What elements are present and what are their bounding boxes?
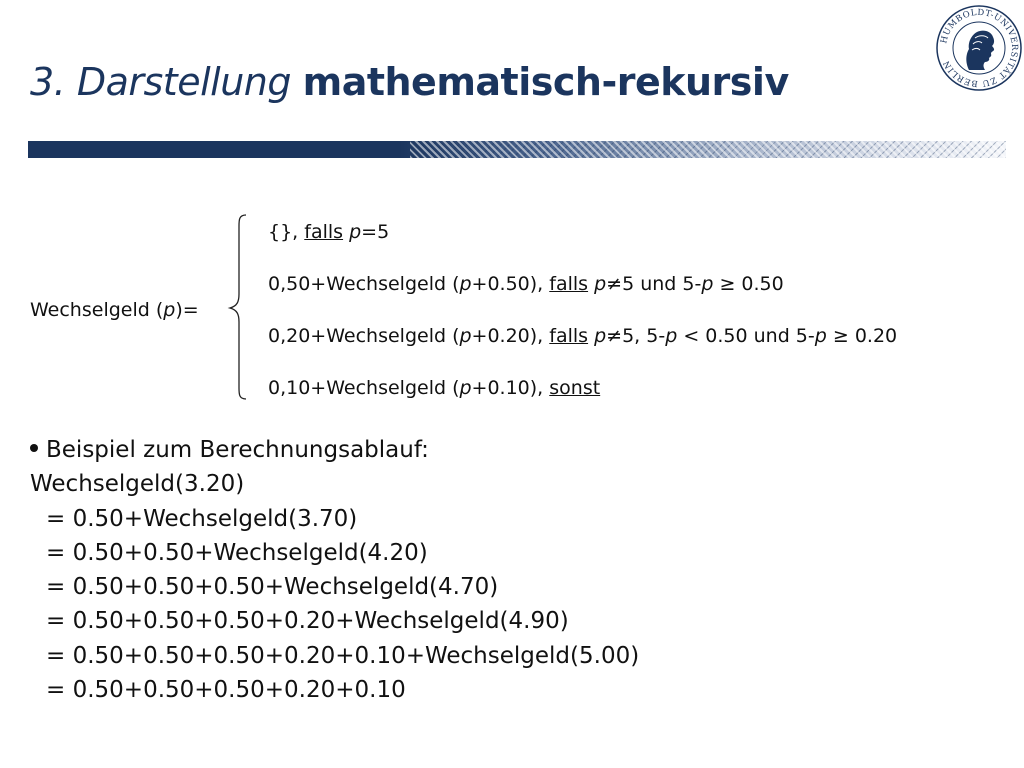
lhs-equals: )= [175, 299, 199, 321]
seal-text: HUMBOLDT-UNIVERSITÄT ZU BERLIN [939, 7, 1020, 89]
case-text: 0,20+Wechselgeld ( [268, 325, 460, 347]
case-text: < 0.50 und 5- [677, 325, 815, 347]
example-start: Wechselgeld(3.20) [30, 471, 245, 498]
case-variable: p [594, 273, 607, 295]
title-bold: mathematisch-rekursiv [302, 60, 789, 104]
lhs-parameter: p [163, 299, 176, 321]
case-variable: p [459, 325, 472, 347]
case-3 [268, 325, 897, 347]
left-brace [226, 212, 250, 402]
case-text: 0,50+Wechselgeld ( [268, 273, 460, 295]
bullet-icon [30, 444, 38, 452]
case-text: +0.20), [471, 325, 550, 347]
case-text: +0.50), [471, 273, 550, 295]
definition-lhs [30, 299, 199, 321]
slide-title [30, 60, 789, 104]
case-variable: p [814, 325, 827, 347]
example-block [30, 433, 639, 707]
case-variable: p [701, 273, 714, 295]
case-text: 0,10+Wechselgeld ( [268, 377, 460, 399]
case-text: =5 [361, 221, 390, 243]
example-step: = 0.50+0.50+0.50+0.20+Wechselgeld(4.90) [46, 608, 569, 635]
case-text: +0.10), [471, 377, 550, 399]
title-divider-texture [410, 141, 1006, 158]
case-condition-keyword: falls [549, 325, 589, 347]
example-step: = 0.50+0.50+0.50+0.20+0.10 [46, 677, 406, 704]
example-heading-text: Beispiel zum Berechnungsablauf: [46, 437, 429, 463]
case-2 [268, 273, 784, 295]
case-condition-keyword: falls [304, 221, 344, 243]
case-variable: p [594, 325, 607, 347]
case-variable: p [459, 273, 472, 295]
example-step: = 0.50+0.50+0.50+0.20+0.10+Wechselgeld(5.00) [46, 642, 640, 669]
case-1 [268, 221, 389, 243]
case-text: ≥ 0.50 [713, 273, 784, 295]
case-text: ≠5 und 5- [606, 273, 702, 295]
example-step: = 0.50+Wechselgeld(3.70) [46, 505, 358, 532]
case-text: ≠5, 5- [606, 325, 666, 347]
title-italic: 3. Darstellung [30, 60, 291, 104]
case-text: ≥ 0.20 [826, 325, 898, 347]
case-variable: p [459, 377, 472, 399]
example-step: = 0.50+0.50+0.50+Wechselgeld(4.70) [46, 574, 499, 601]
lhs-function-name: Wechselgeld ( [30, 299, 164, 321]
example-heading [30, 433, 639, 467]
case-variable: p [349, 221, 362, 243]
case-condition-keyword: falls [549, 273, 589, 295]
case-4 [268, 377, 600, 399]
case-condition-keyword: sonst [549, 377, 601, 399]
university-seal-icon [935, 4, 1023, 92]
case-text: {}, [268, 221, 305, 243]
case-variable: p [665, 325, 678, 347]
example-step: = 0.50+0.50+Wechselgeld(4.20) [46, 539, 428, 566]
